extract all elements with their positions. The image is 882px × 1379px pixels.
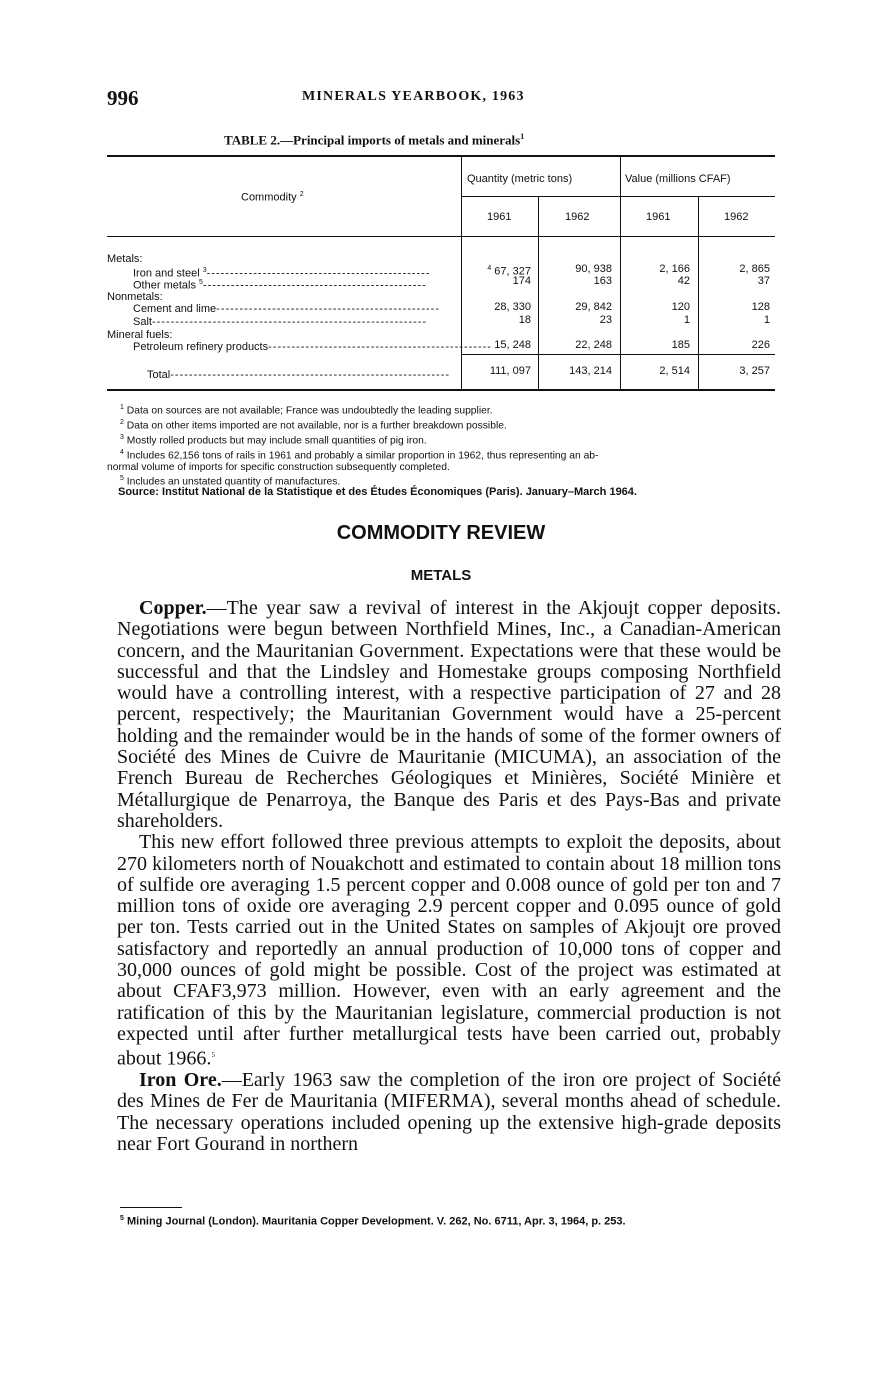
row-label-total: Total------------------------------------------------------------ xyxy=(147,369,451,381)
cell-other-v1961: 42 xyxy=(677,275,690,287)
cell-iron-q1962: 90, 938 xyxy=(575,263,612,275)
table-subheader-rule xyxy=(461,196,775,197)
table-footnote: $^2$ Data on other items imported are not available, nor is a further breakdown possible. xyxy=(120,418,507,432)
table-vline-2-head xyxy=(538,197,539,236)
col-header-v1962: 1962 xyxy=(724,211,749,223)
paragraph-lead: Copper. xyxy=(139,597,207,619)
section-heading-metals: METALS xyxy=(410,567,472,584)
page-footnote: $^5$ Mining Journal (London). Mauritania Copper Development. V. 262, No. 6711, Apr. 3, 1964, p. 253. xyxy=(120,1215,626,1228)
row-label-salt: Salt----------------------------------------------------------- xyxy=(133,316,428,328)
table-footnote: $^4$ Includes 62,156 tons of rails in 1961 and probably a similar proportion in 1962, thus representing an ab- xyxy=(120,448,599,462)
row-label-other-metals: Other metals $^5$------------------------------------------------ xyxy=(133,279,427,292)
col-header-commodity: Commodity $^2$ xyxy=(241,191,304,204)
cell-salt-v1961: 1 xyxy=(683,314,690,326)
table-total-rule xyxy=(461,354,775,355)
table-vline-1 xyxy=(461,157,462,389)
cell-cement-q1962: 29, 842 xyxy=(575,301,612,313)
row-label-iron-steel: Iron and steel $^3$------------------------------------------------ xyxy=(133,267,431,280)
col-header-value: Value (millions CFAF) xyxy=(625,173,731,185)
table-footnotes xyxy=(107,402,775,488)
col-header-v1961: 1961 xyxy=(646,211,671,223)
col-header-q1962: 1962 xyxy=(565,211,590,223)
cell-other-v1962: 37 xyxy=(757,275,770,287)
table-footnote: $^3$ Mostly rolled products but may include small quantities of pig iron. xyxy=(120,433,427,447)
paragraph-iron-ore: Iron Ore.—Early 1963 saw the completion of the iron ore project of Société des Mines de Fer de Mauritania (MIFERMA), several months ahead of schedule. The necessary operations included opening up the extensive high-grade deposits near Fort Gourand in northern xyxy=(117,1069,781,1156)
cell-total-q1961: 111, 097 xyxy=(489,365,531,377)
table-vline-3 xyxy=(620,157,621,389)
cell-total-v1962: 3, 257 xyxy=(739,365,770,377)
cell-petroleum-v1961: 185 xyxy=(671,339,690,351)
cell-other-q1961: 174 xyxy=(512,275,531,287)
table-footnote-continued: normal volume of imports for specific construction subsequently completed. xyxy=(107,461,450,473)
cell-salt-v1962: 1 xyxy=(763,314,770,326)
section-heading-commodity-review: COMMODITY REVIEW xyxy=(336,522,546,544)
paragraph-lead: Iron Ore. xyxy=(139,1069,222,1092)
table-header-rule xyxy=(107,236,775,237)
body-text xyxy=(117,598,781,1155)
cell-total-v1961: 2, 514 xyxy=(659,365,690,377)
cell-salt-q1962: 23 xyxy=(599,314,612,326)
page-number: 996 xyxy=(107,86,139,110)
cell-petroleum-q1962: 22, 248 xyxy=(575,339,612,351)
row-label-petroleum: Petroleum refinery products------------------------------------------------ xyxy=(133,341,492,353)
table-bottom-rule xyxy=(107,389,775,391)
table-footnote: $^5$ Includes an unstated quantity of manufactures. xyxy=(120,475,341,488)
row-label-metals: Metals: xyxy=(107,253,143,265)
paragraph-copper-continued: This new effort followed three previous attempts to exploit the deposits, about 270 kilometers north of Nouakchott and estimated to contain about 18 million tons of sulfide ore averaging 1.5 percent copper and 0.008 ounce of gold per ton and 7 million tons of oxide ore averaging 2.9 percent copper and 0.095 ounce of gold per ton. Tests carried out in the United States on samples of Akjoujt ore proved satisfactory and reportedly an annual production of 10,000 tons of copper and 30,000 ounces of gold might be possible. Cost of the project was estimated at about CFAF3,973 million. However, even with an early agreement and the ratification of this by the Mauritanian legislature, commercial production is not expected until after further metallurgical tests have been carried out, probably about 1966.$^5$ xyxy=(117,831,781,1070)
table-top-rule xyxy=(107,155,775,157)
cell-cement-v1961: 120 xyxy=(671,301,690,313)
page-header xyxy=(107,86,775,114)
table-title xyxy=(224,132,524,148)
cell-iron-v1962: 2, 865 xyxy=(739,263,770,275)
running-title: MINERALS YEARBOOK, 1963 xyxy=(302,89,525,104)
table-vline-4 xyxy=(698,197,699,389)
col-header-q1961: 1961 xyxy=(487,211,512,223)
cell-salt-q1961: 18 xyxy=(518,314,531,326)
table-title-text: TABLE 2.—Principal imports of metals and minerals xyxy=(224,132,521,148)
cell-other-q1962: 163 xyxy=(593,275,612,287)
table-vline-2 xyxy=(538,237,539,389)
table-source: Source: Institut National de la Statistique et des Études Économiques (Paris). January–March 1964. xyxy=(118,486,637,498)
table-footnote: $^1$ Data on sources are not available; France was undoubtedly the leading supplier. xyxy=(120,404,493,417)
cell-cement-v1962: 128 xyxy=(751,301,770,313)
cell-cement-q1961: 28, 330 xyxy=(494,301,531,313)
footnote-ref: 5 xyxy=(211,1051,215,1060)
col-header-quantity: Quantity (metric tons) xyxy=(467,173,573,185)
cell-iron-q1961: $^4$ 67, 327 xyxy=(487,265,531,278)
cell-petroleum-v1962: 226 xyxy=(751,339,770,351)
paragraph-copper: Copper.—The year saw a revival of interest in the Akjoujt copper deposits. Negotiations were begun between Northfield Mines, Inc., a Canadian-American concern, and the Mauritanian Government. Expectations were that these would be successful and that the Lindsley and Homestake groups composing Northfield would have a controlling interest, with a respective participation of 27 and 28 percent, respectively; the Mauritanian Government would have a 25-percent holding and the remainder would be in the hands of some of the former owners of Société des Mines de Cuivre de Mauritanie (MICUMA), an association of the French Bureau de Recherches Géologiques et Minières, Société Minière et Métallurgique de Penarroya, the Banque des Paris et des Pays-Bas and private shareholders. xyxy=(117,597,781,832)
row-label-nonmetals: Nonmetals: xyxy=(107,291,163,303)
row-label-cement-lime: Cement and lime------------------------------------------------ xyxy=(133,303,440,315)
table-title-note: 1 xyxy=(520,132,525,141)
cell-petroleum-q1961: 15, 248 xyxy=(494,339,531,351)
imports-table xyxy=(107,155,775,391)
row-label-mineral-fuels: Mineral fuels: xyxy=(107,329,173,341)
footnote-divider xyxy=(120,1207,182,1208)
cell-total-q1962: 143, 214 xyxy=(569,365,612,377)
cell-iron-v1961: 2, 166 xyxy=(659,263,690,275)
